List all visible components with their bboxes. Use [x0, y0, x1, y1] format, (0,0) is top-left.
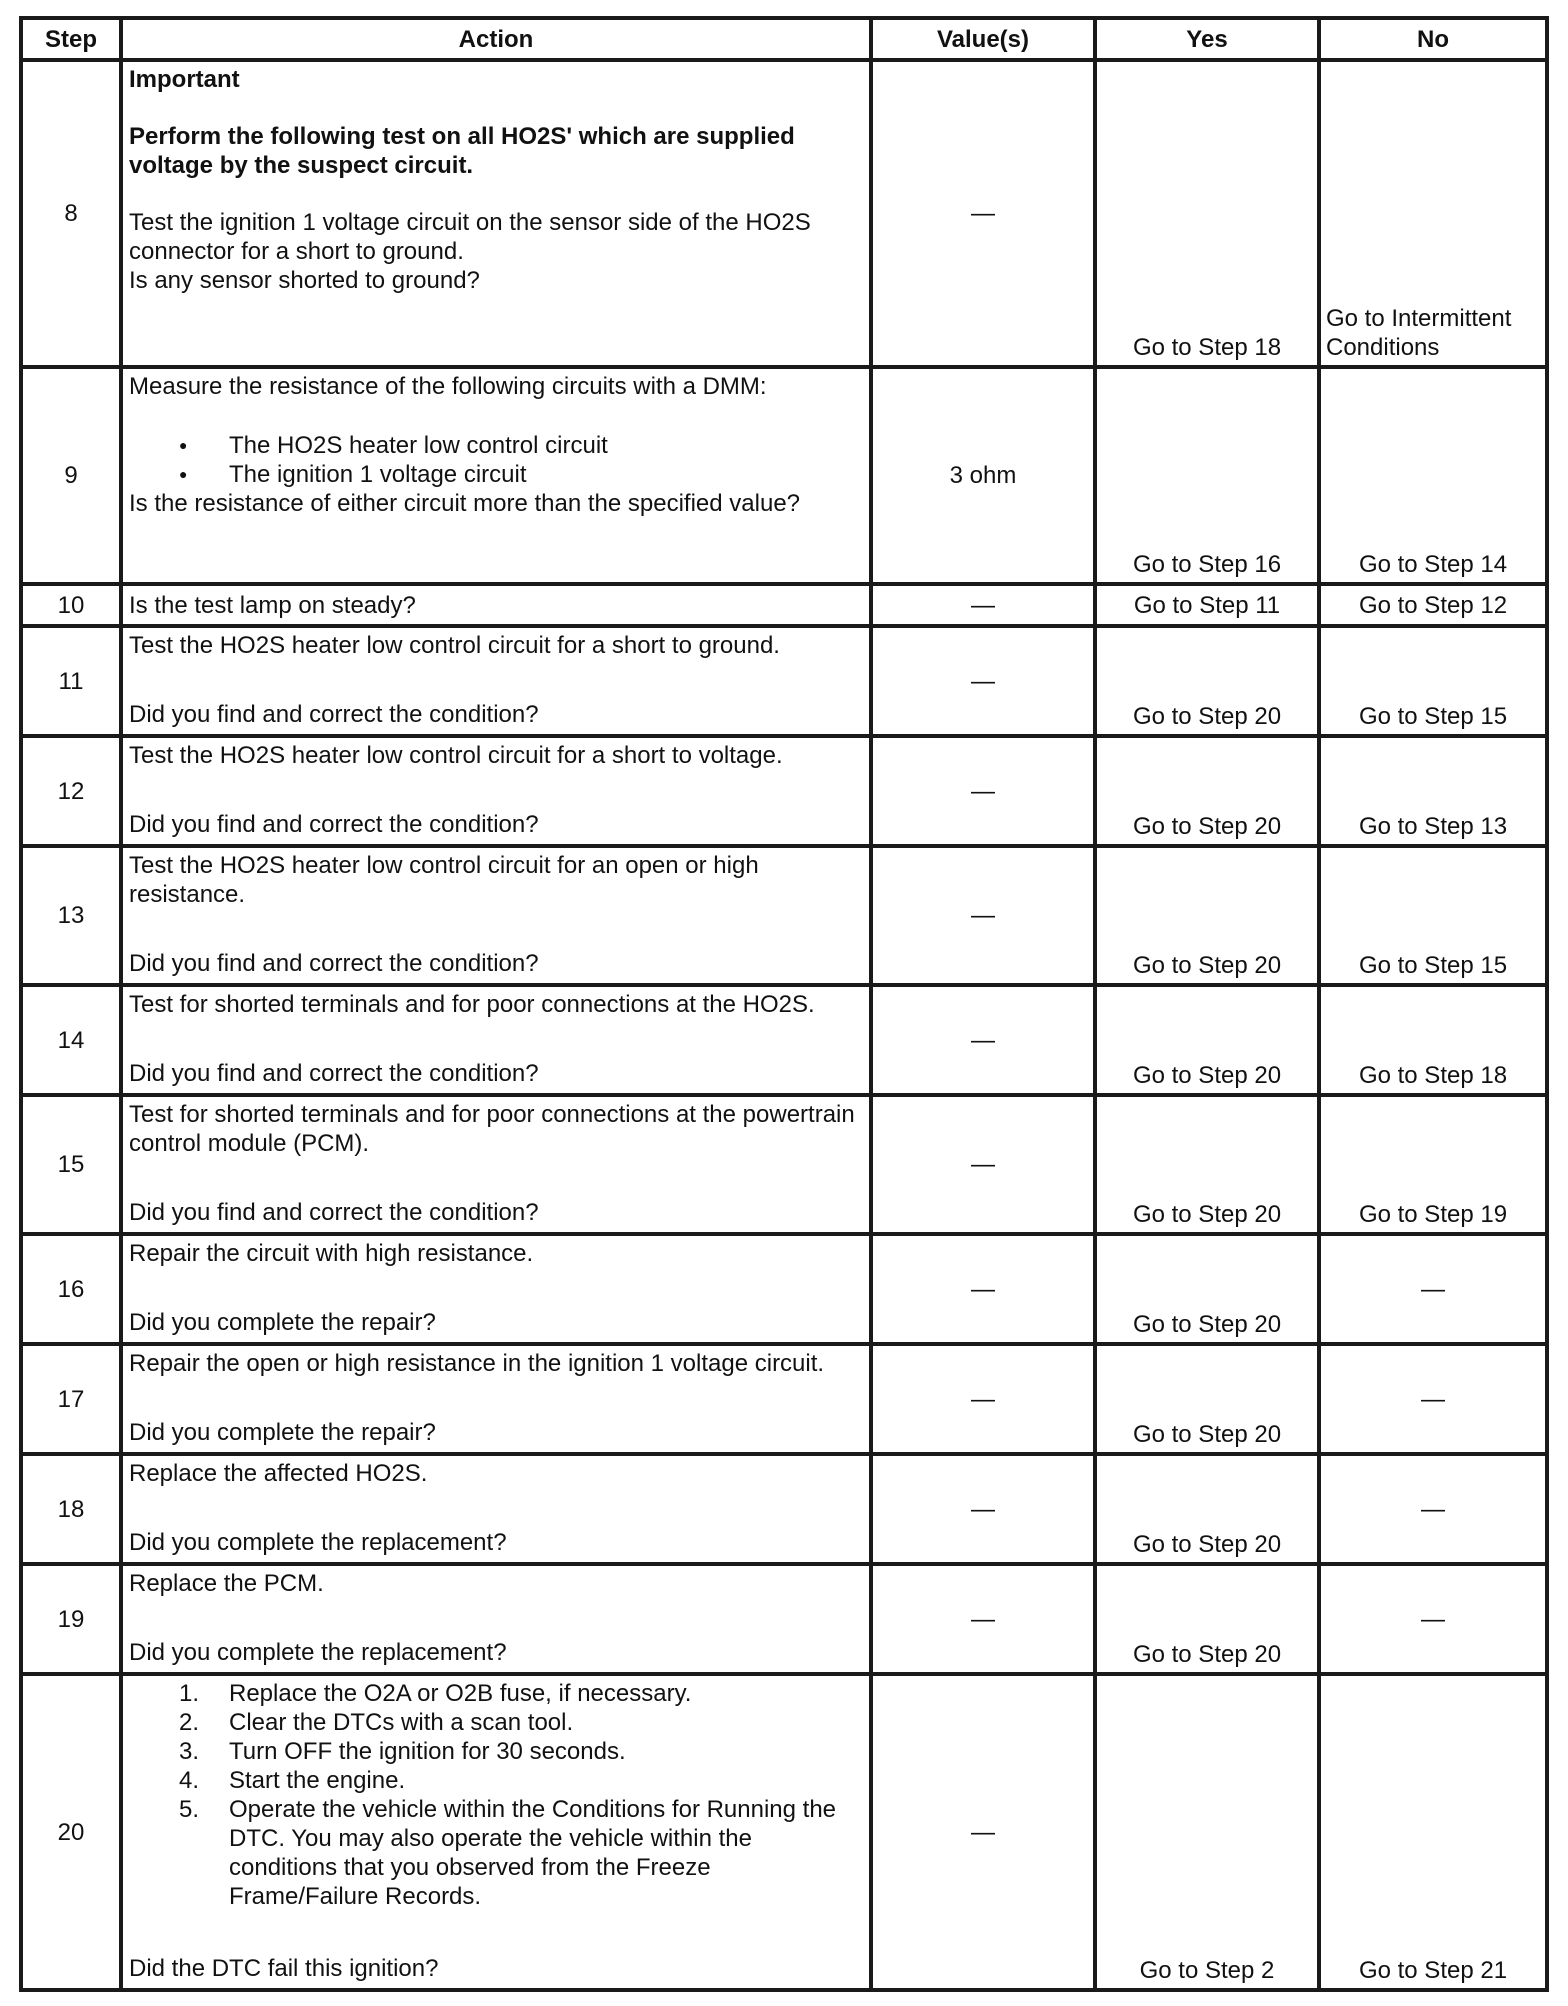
question-text: Did the DTC fail this ignition? — [129, 1955, 439, 1982]
no-cell: — — [1319, 1234, 1547, 1344]
value-cell: — — [871, 1454, 1095, 1564]
yes-cell: Go to Step 20 — [1095, 626, 1319, 736]
value-cell: — — [871, 985, 1095, 1095]
question-text: Is any sensor shorted to ground? — [129, 267, 480, 294]
yes-cell: Go to Step 20 — [1095, 1095, 1319, 1234]
value-cell: — — [871, 1344, 1095, 1454]
value-cell: — — [871, 60, 1095, 367]
value-cell: — — [871, 736, 1095, 846]
yes-cell: Go to Step 20 — [1095, 846, 1319, 985]
step-number: 8 — [21, 60, 121, 367]
action-text: Repair the circuit with high resistance. — [129, 1240, 534, 1267]
list-item: ● The ignition 1 voltage circuit — [129, 460, 863, 489]
table-row — [21, 1234, 1547, 1344]
no-cell: Go to Step 15 — [1319, 626, 1547, 736]
question-text: Did you complete the repair? — [129, 1419, 436, 1446]
no-cell: Go to Step 15 — [1319, 846, 1547, 985]
step-number: 12 — [21, 736, 121, 846]
action-cell — [121, 626, 871, 736]
header-action: Action — [121, 18, 871, 60]
step-number: 20 — [21, 1674, 121, 1990]
step-number: 9 — [21, 367, 121, 584]
no-cell: Go to Intermittent Conditions — [1319, 60, 1547, 367]
yes-cell: Go to Step 20 — [1095, 736, 1319, 846]
table-row — [21, 985, 1547, 1095]
table-row — [21, 626, 1547, 736]
diagnostic-table — [19, 16, 1549, 1992]
no-cell: — — [1319, 1454, 1547, 1564]
header-values: Value(s) — [871, 18, 1095, 60]
header-no: No — [1319, 18, 1547, 60]
action-cell — [121, 367, 871, 584]
action-text: Test the HO2S heater low control circuit for a short to ground. — [129, 632, 780, 659]
action-cell — [121, 1234, 871, 1344]
yes-cell: Go to Step 20 — [1095, 1234, 1319, 1344]
action-text: Replace the affected HO2S. — [129, 1460, 428, 1487]
action-cell — [121, 1454, 871, 1564]
question-text: Is the test lamp on steady? — [129, 591, 416, 619]
question-text: Did you complete the replacement? — [129, 1529, 507, 1556]
question-text: Did you find and correct the condition? — [129, 811, 539, 838]
table-row — [21, 846, 1547, 985]
no-cell: Go to Step 18 — [1319, 985, 1547, 1095]
step-number: 10 — [21, 584, 121, 626]
table-row — [21, 1564, 1547, 1674]
yes-cell: Go to Step 20 — [1095, 1454, 1319, 1564]
yes-cell: Go to Step 16 — [1095, 367, 1319, 584]
table-row — [21, 1454, 1547, 1564]
question-text: Did you complete the repair? — [129, 1309, 436, 1336]
yes-cell: Go to Step 18 — [1095, 60, 1319, 367]
value-cell: — — [871, 626, 1095, 736]
yes-cell: Go to Step 2 — [1095, 1674, 1319, 1990]
header-yes: Yes — [1095, 18, 1319, 60]
table-row — [21, 1095, 1547, 1234]
important-note: Perform the following test on all HO2S' which are supplied voltage by the suspect circuit. — [129, 123, 795, 179]
value-cell: — — [871, 1674, 1095, 1990]
header-row — [21, 18, 1547, 60]
circuit-list — [129, 431, 863, 489]
action-text: Replace the PCM. — [129, 1570, 324, 1597]
action-text: Test for shorted terminals and for poor connections at the powertrain control module (PCM). — [129, 1101, 855, 1157]
value-cell: — — [871, 1564, 1095, 1674]
list-item: 2. Clear the DTCs with a scan tool. — [178, 1709, 574, 1736]
step-number: 16 — [21, 1234, 121, 1344]
action-cell — [121, 60, 871, 367]
question-text: Is the resistance of either circuit more than the specified value? — [129, 490, 801, 517]
question-text: Did you find and correct the condition? — [129, 1060, 539, 1087]
no-cell: Go to Step 12 — [1319, 584, 1547, 626]
step-number: 14 — [21, 985, 121, 1095]
no-cell: — — [1319, 1344, 1547, 1454]
list-item: ● The HO2S heater low control circuit — [129, 431, 863, 460]
diagnostic-table-sheet — [19, 16, 1545, 1992]
step-number: 13 — [21, 846, 121, 985]
yes-cell: Go to Step 20 — [1095, 985, 1319, 1095]
table-row — [21, 1674, 1547, 1990]
no-cell: Go to Step 19 — [1319, 1095, 1547, 1234]
action-text: Test the HO2S heater low control circuit for a short to voltage. — [129, 742, 783, 769]
value-cell: — — [871, 584, 1095, 626]
question-text: Did you complete the replacement? — [129, 1639, 507, 1666]
procedure-list — [129, 1679, 863, 1911]
no-cell: — — [1319, 1564, 1547, 1674]
question-text: Did you find and correct the condition? — [129, 701, 539, 728]
list-item: 3. Turn OFF the ignition for 30 seconds. — [178, 1738, 626, 1765]
action-cell — [121, 1095, 871, 1234]
action-text: Measure the resistance of the following circuits with a DMM: — [129, 373, 767, 400]
header-step: Step — [21, 18, 121, 60]
table-row — [21, 736, 1547, 846]
list-item: 4. Start the engine. — [178, 1767, 406, 1794]
value-cell: — — [871, 1234, 1095, 1344]
no-cell: Go to Step 13 — [1319, 736, 1547, 846]
table-row — [21, 60, 1547, 367]
action-cell — [121, 1674, 871, 1990]
table-row — [21, 584, 1547, 626]
value-cell: — — [871, 846, 1095, 985]
step-number: 18 — [21, 1454, 121, 1564]
table-row — [21, 367, 1547, 584]
action-cell — [121, 1344, 871, 1454]
action-cell — [121, 985, 871, 1095]
yes-cell: Go to Step 11 — [1095, 584, 1319, 626]
step-number: 11 — [21, 626, 121, 736]
value-cell: — — [871, 1095, 1095, 1234]
action-text: Test for shorted terminals and for poor connections at the HO2S. — [129, 991, 815, 1018]
question-text: Did you find and correct the condition? — [129, 1199, 539, 1226]
step-number: 19 — [21, 1564, 121, 1674]
action-cell — [121, 1564, 871, 1674]
question-text: Did you find and correct the condition? — [129, 950, 539, 977]
step-number: 17 — [21, 1344, 121, 1454]
yes-cell: Go to Step 20 — [1095, 1344, 1319, 1454]
important-label: Important — [129, 66, 240, 93]
action-text: Test the ignition 1 voltage circuit on the sensor side of the HO2S connector for a short to ground. — [129, 209, 811, 265]
no-cell: Go to Step 21 — [1319, 1674, 1547, 1990]
list-item: 1. Replace the O2A or O2B fuse, if necessary. — [178, 1680, 692, 1707]
table-row — [21, 1344, 1547, 1454]
step-number: 15 — [21, 1095, 121, 1234]
action-text: Test the HO2S heater low control circuit for an open or high resistance. — [129, 852, 759, 908]
list-item: 5. Operate the vehicle within the Conditions for Running the DTC. You may also operate the vehicle within the conditions that you observed from the Freeze Frame/Failure Records. — [178, 1796, 837, 1910]
value-cell: 3 ohm — [871, 367, 1095, 584]
no-cell: Go to Step 14 — [1319, 367, 1547, 584]
action-text: Repair the open or high resistance in the ignition 1 voltage circuit. — [129, 1350, 825, 1377]
action-cell — [121, 736, 871, 846]
yes-cell: Go to Step 20 — [1095, 1564, 1319, 1674]
action-cell — [121, 846, 871, 985]
action-cell — [121, 584, 871, 626]
